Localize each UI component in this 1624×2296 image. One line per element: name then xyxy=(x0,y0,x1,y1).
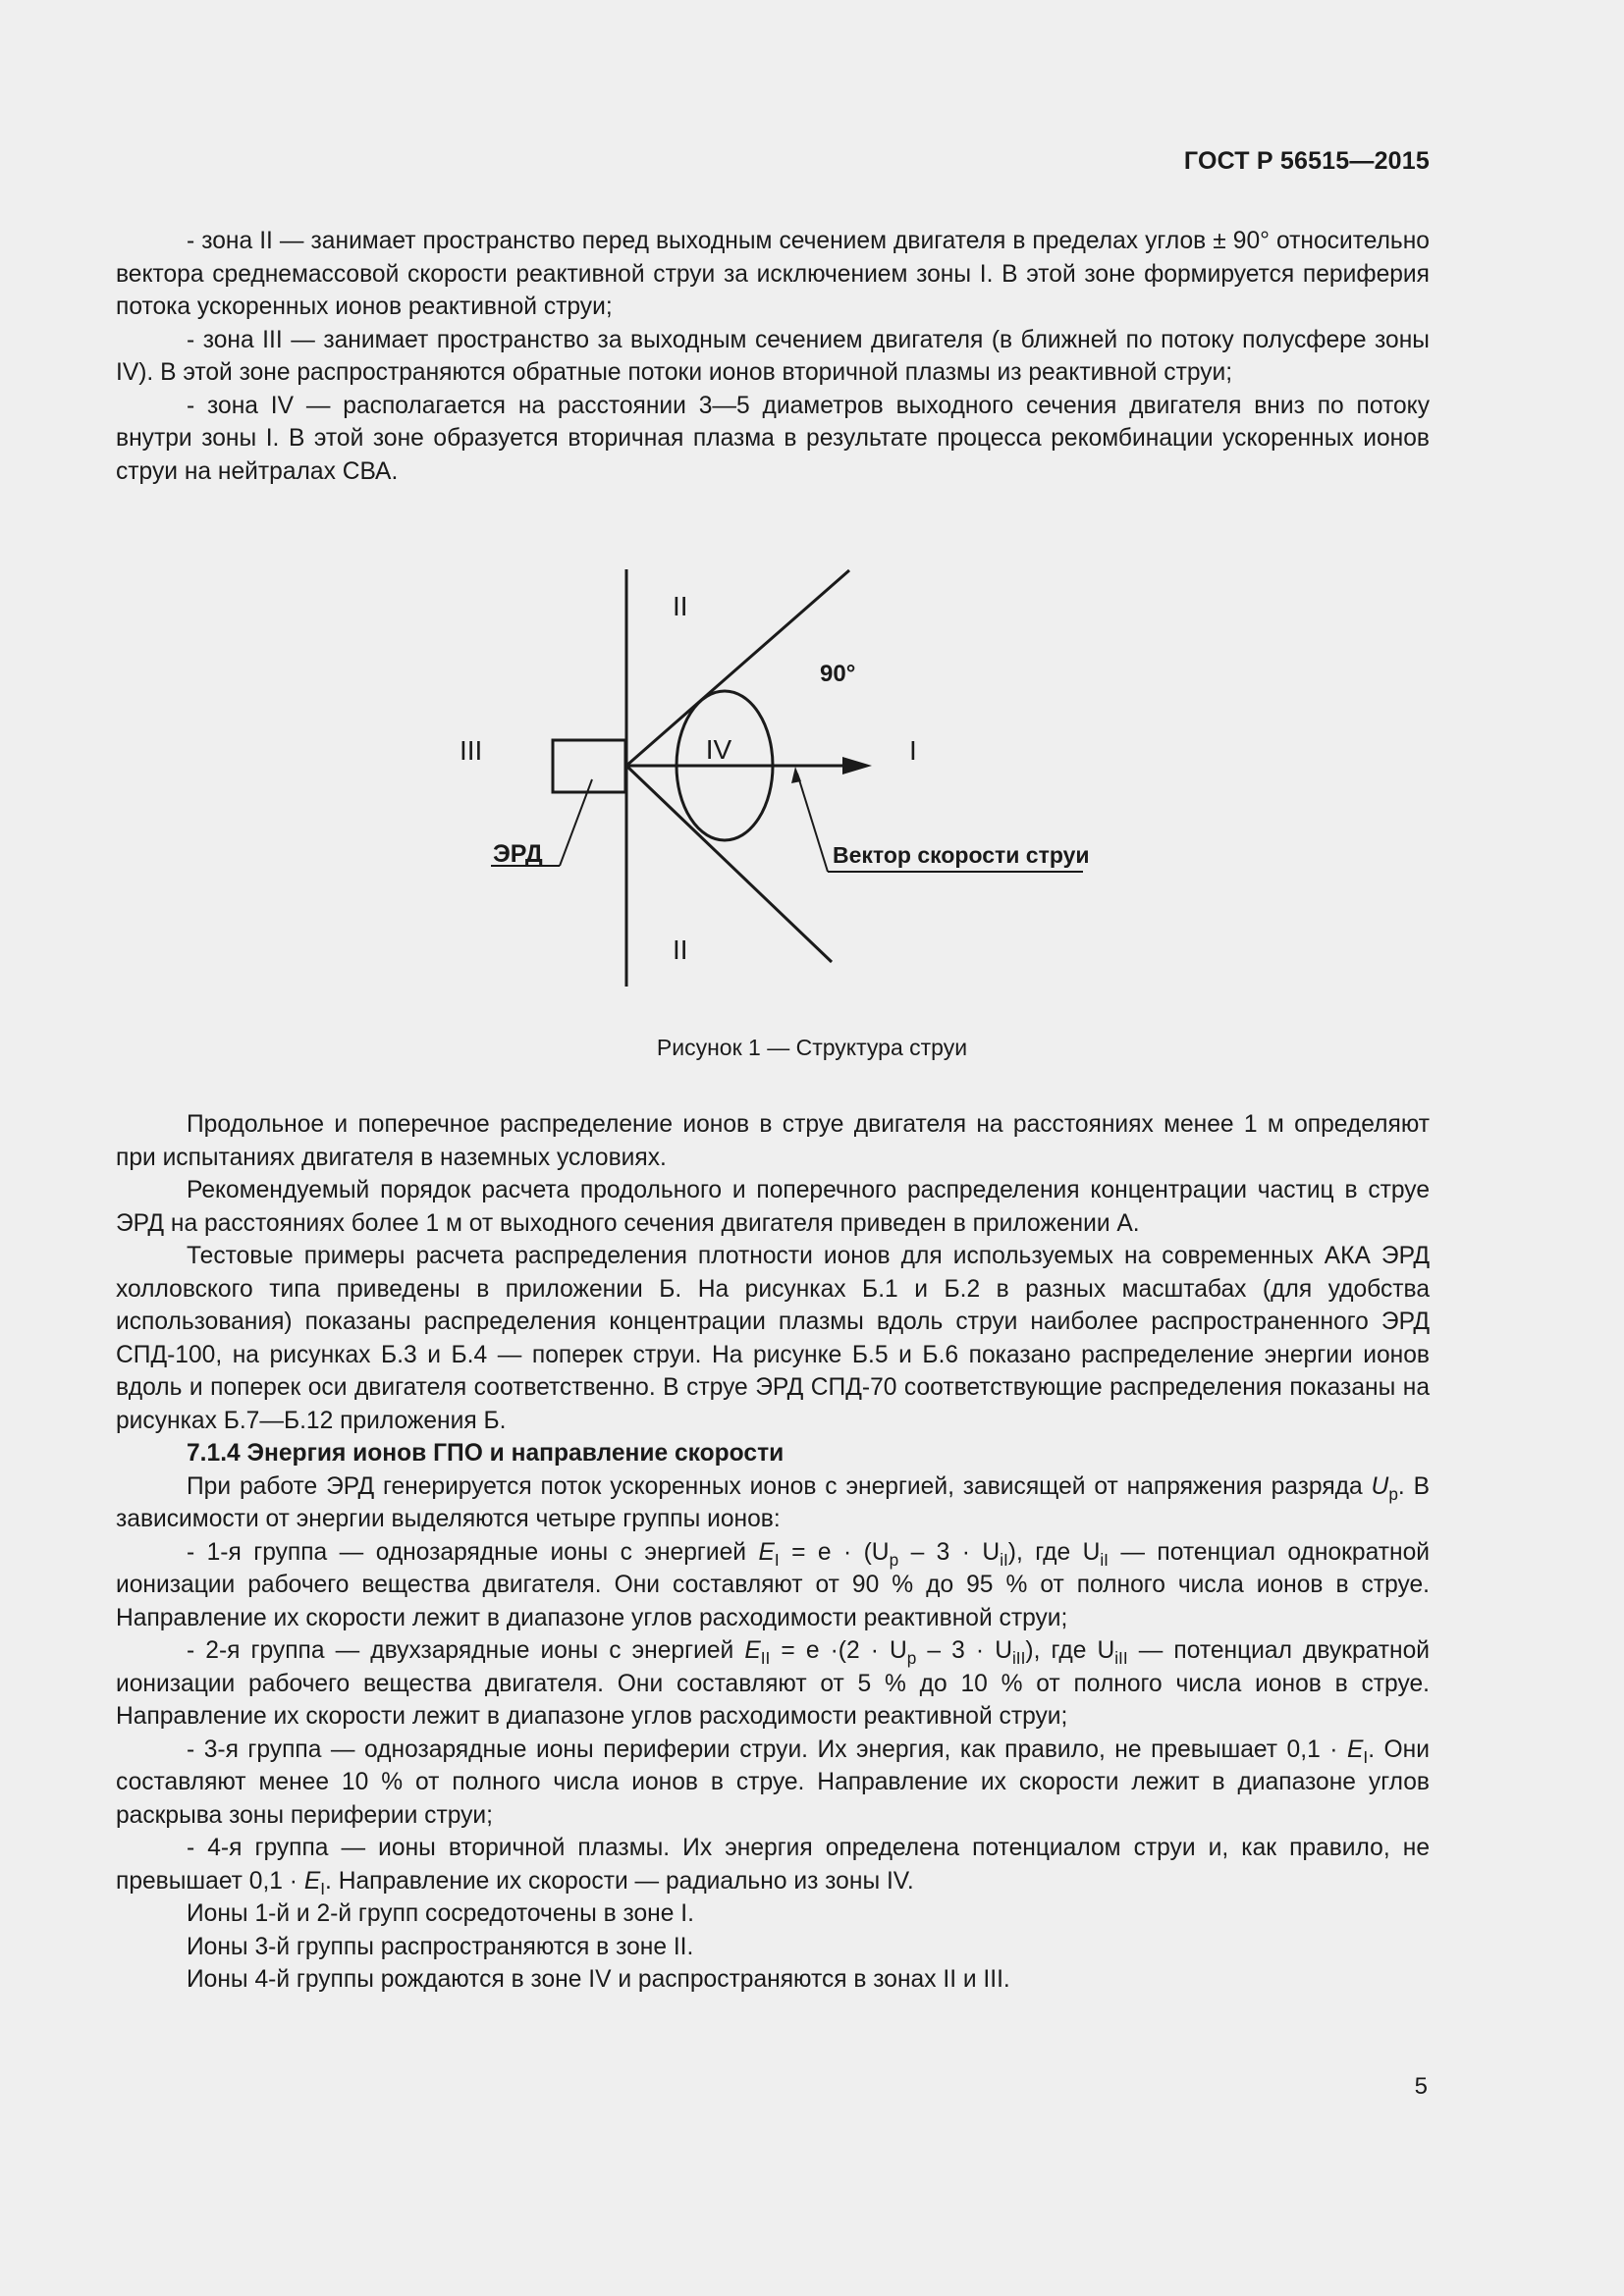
jet-structure-figure xyxy=(432,560,1119,1001)
section-heading: 7.1.4 Энергия ионов ГПО и направление скорости xyxy=(187,1440,785,1467)
paragraph-ground-tests: Продольное и поперечное распределение ионов в струе двигателя на расстояниях менее 1 м определяют при испытаниях двигателя в наземных условиях. xyxy=(116,1111,1430,1171)
zone-iv-paragraph: - зона IV — располагается на расстоянии 3—5 диаметров выходного сечения двигателя вниз по потоку внутри зоны I. В этой зоне образуется вторичная плазма в результате процесса рекомбинации ускоренных ионов струи на нейтралах СВА. xyxy=(116,392,1430,485)
ion-group-2: - 2-я группа — двухзарядные ионы с энергией $E_{II} = e \cdot(2 \cdot U_р - 3 \cdot U_{iII})$, где $U_{iII}$ — потенциал двукратной ионизации рабочего вещества двигателя. Они составляют от 5 % до 10 % от полного числа ионов в струе. Направление их скорости лежит в диапазоне углов расходимости реактивной струи; xyxy=(116,1637,1431,1730)
upper-boundary-line xyxy=(626,570,849,766)
vector-leader-line xyxy=(797,774,828,872)
engine-rect xyxy=(553,740,625,792)
zone-ii-paragraph: - зона II — занимает пространство перед выходным сечением двигателя в пределах углов ± 90° относительно вектора среднемассовой скорости реактивной струи за исключением зоны I. В этой зоне формируется периферия потока ускоренных ионов реактивной струи; xyxy=(116,228,1430,320)
ion-group-4: - 4-я группа — ионы вторичной плазмы. Их энергия определена потенциалом струи и, как правило, не превышает $0,1 \cdot E_I$. Направление их скорости — радиально из зоны IV. xyxy=(116,1835,1430,1898)
zones-description xyxy=(116,225,1430,488)
body-text xyxy=(116,1108,1430,1997)
vector-leader-arrowhead xyxy=(791,767,801,783)
figure-caption: Рисунок 1 — Структура струи xyxy=(656,1035,968,1060)
summary-zone-i: Ионы 1-й и 2-й групп сосредоточены в зоне I. xyxy=(187,1900,694,1927)
zone-ii-bottom-label: II xyxy=(673,934,688,965)
paragraph-test-examples: Тестовые примеры расчета распределения плотности ионов для используемых на современных АКА ЭРД холловского типа приведены в приложении Б. На рисунках Б.1 и Б.2 в разных масштабах (для удобства использования) показаны распределения концентрации плазмы вдоль струи наиболее распространенного ЭРД СПД-100, на рисунках Б.3 и Б.4 — поперек струи. На рисунке Б.5 и Б.6 показано распределение энергии ионов вдоль и поперек оси двигателя соответственно. В струе ЭРД СПД-70 соответствующие распределения показаны на рисунках Б.7—Б.12 приложения Б. xyxy=(116,1243,1430,1434)
paragraph-calculation-order: Рекомендуемый порядок расчета продольного и поперечного распределения концентрации частиц в струе ЭРД на расстояниях более 1 м от выходного сечения двигателя приведен в приложении А. xyxy=(116,1177,1430,1237)
zone-ii-top-label: II xyxy=(673,591,688,621)
page-number: 5 xyxy=(1414,2073,1428,2100)
ion-group-3: - 3-я группа — однозарядные ионы периферии струи. Их энергия, как правило, не превышает $0,1 \cdot E_I$. Они составляют менее 10 % от полного числа ионов в струе. Направление их скорости лежит в диапазоне углов раскрыва зоны периферии струи; xyxy=(116,1735,1430,1829)
velocity-arrowhead xyxy=(842,757,872,774)
zone-iii-label: III xyxy=(460,735,483,766)
ion-group-1: - 1-я группа — однозарядные ионы с энергией $E_I = e \cdot (U_р - 3 \cdot U_{iI})$, где $U_{iI}$ — потенциал однократной ионизации рабочего вещества двигателя. Они составляют от 90 % до 95 % от полного числа ионов в струе. Направление их скорости лежит в диапазоне углов расходимости реактивной струи; xyxy=(116,1538,1430,1631)
vector-label: Вектор скорости струи xyxy=(833,842,1090,868)
summary-zone-ii: Ионы 3-й группы распространяются в зоне II. xyxy=(187,1933,694,1960)
summary-zones-ii-iii: Ионы 4-й группы рождаются в зоне IV и распространяются в зонах II и III. xyxy=(187,1966,1010,1993)
zone-iii-paragraph: - зона III — занимает пространство за выходным сечением двигателя (в ближней по потоку полусфере зоны IV). В этой зоне распространяются обратные потоки ионов вторичной плазмы из реактивной струи; xyxy=(116,326,1430,386)
paragraph-ion-energy: При работе ЭРД генерируется поток ускоренных ионов с энергией, зависящей от напряжения разряда $U_р$. В зависимости от энергии выделяются четыре группы ионов: xyxy=(116,1472,1430,1532)
angle-label: 90° xyxy=(820,661,856,687)
zone-i-label: I xyxy=(909,735,917,766)
zone-iv-label: IV xyxy=(705,734,732,765)
document-id-header: ГОСТ Р 56515—2015 xyxy=(1183,147,1430,175)
lower-boundary-line xyxy=(626,766,832,962)
engine-label: ЭРД xyxy=(493,840,543,868)
jet-structure-diagram xyxy=(432,560,1119,1001)
